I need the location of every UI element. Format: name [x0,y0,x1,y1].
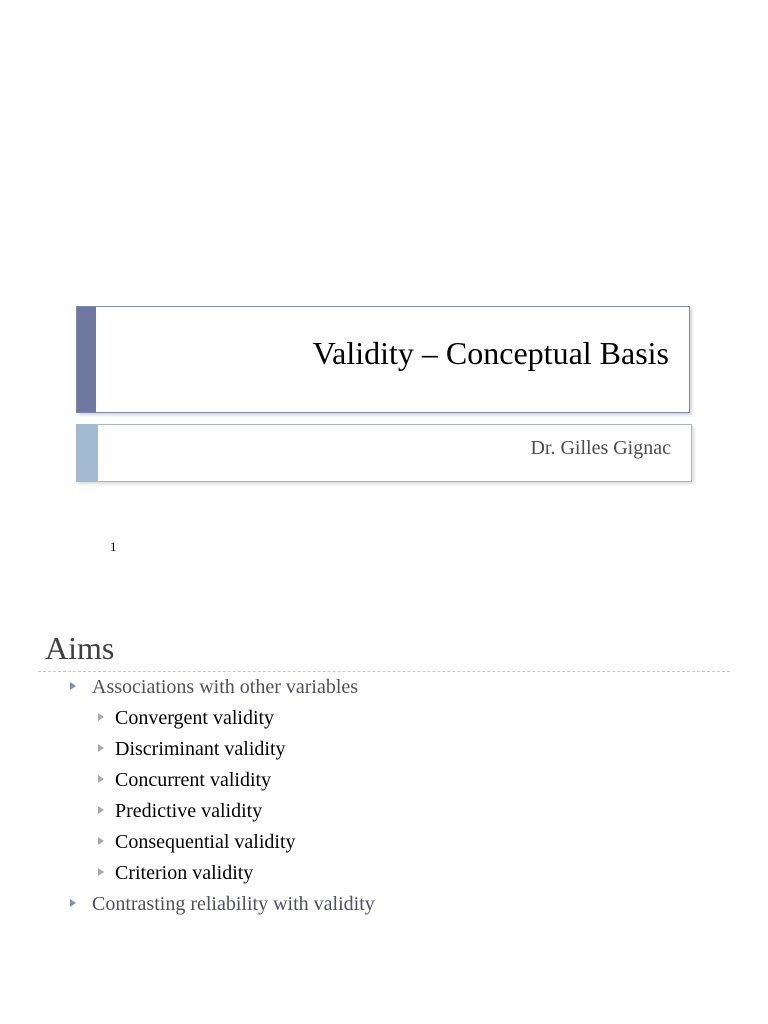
right-triangle-icon [98,837,104,845]
bullet-text: Contrasting reliability with validity [92,893,375,915]
bullet-item [92,676,358,699]
right-triangle-icon [98,713,104,721]
sub-bullet-item [115,707,274,730]
right-triangle-icon [98,806,104,814]
sub-bullet-item [115,831,296,854]
subtitle-box [76,424,692,482]
bullet-item [92,893,375,916]
right-triangle-icon [70,682,76,690]
right-triangle-icon [98,744,104,752]
sub-bullet-item [115,800,262,823]
heading-divider [38,671,730,672]
bullet-text: Consequential validity [115,831,296,853]
bullet-text: Predictive validity [115,800,263,822]
bullet-text: Discriminant validity [115,738,286,760]
bullet-text: Convergent validity [115,707,275,729]
page-number: 1 [110,539,117,554]
bullet-text: Concurrent validity [115,769,272,791]
sub-bullet-item [115,738,286,761]
subtitle-accent-bar [77,425,98,481]
right-triangle-icon [98,775,104,783]
bullet-text: Associations with other variables [92,676,359,698]
right-triangle-icon [70,899,76,907]
slide-subtitle: Dr. Gilles Gignac [530,437,671,459]
sub-bullet-item [115,862,253,885]
right-triangle-icon [98,868,104,876]
aims-heading: Aims [45,630,115,666]
bullet-text: Criterion validity [115,862,254,884]
title-box [76,306,690,413]
title-accent-bar [77,307,96,412]
sub-bullet-item [115,769,271,792]
slide-title: Validity – Conceptual Basis [312,335,669,371]
